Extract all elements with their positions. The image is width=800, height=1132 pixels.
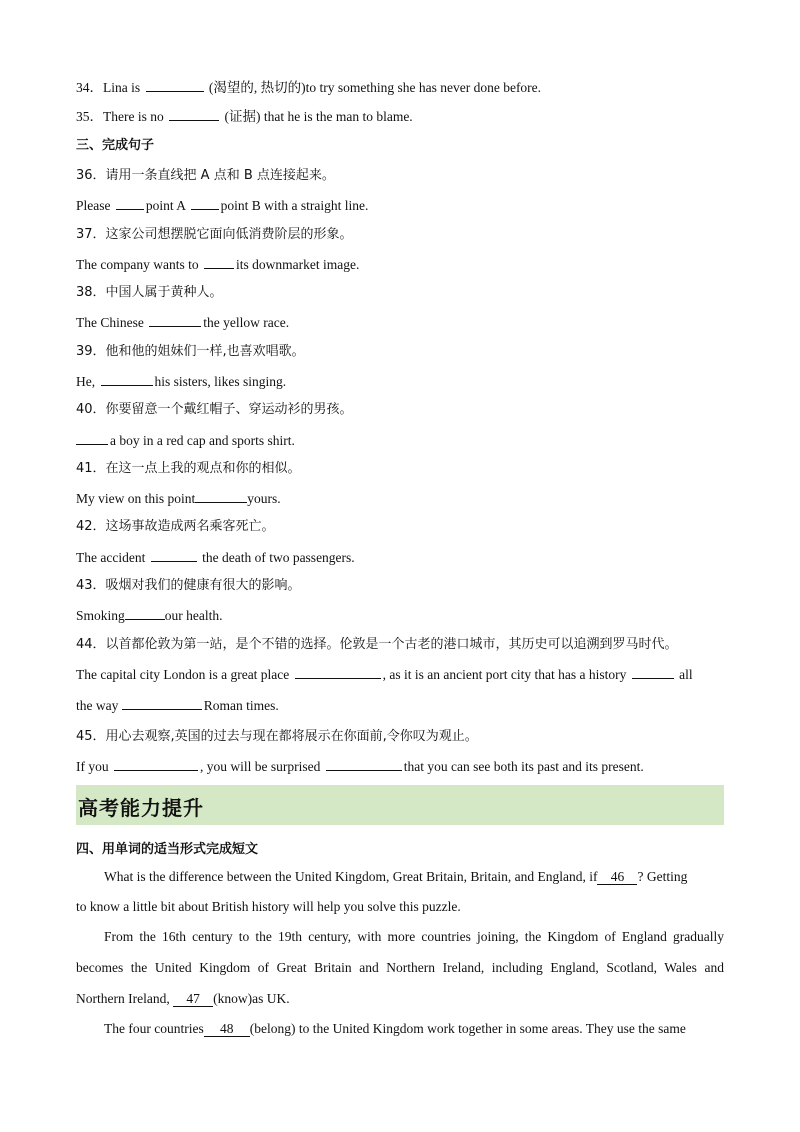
question-english: My view on this point yours. [76, 491, 281, 506]
answer-blank[interactable] [101, 372, 153, 386]
answer-blank[interactable] [632, 665, 674, 679]
answer-blank[interactable] [125, 606, 165, 620]
question-english: The capital city London is a great place , as it is an ancient port city that has a history all [76, 667, 693, 682]
question-chinese: 45．用心去观察,英国的过去与现在都将展示在你面前,令你叹为观止。 [76, 729, 478, 744]
question-chinese: 39．他和他的姐妹们一样,也喜欢唱歌。 [76, 344, 305, 359]
question-english: Smoking our health. [76, 608, 223, 623]
banner-title: 高考能力提升 [78, 796, 204, 820]
passage-line: Northern Ireland, 47 (know)as UK. [76, 991, 290, 1006]
exercise-text: (渴望的, 热切的)to try something she has never done before. [205, 80, 542, 95]
question-chinese: 40．你要留意一个戴红帽子、穿运动衫的男孩。 [76, 402, 353, 417]
answer-blank[interactable] [149, 313, 201, 327]
question-chinese: 42．这场事故造成两名乘客死亡。 [76, 519, 275, 534]
answer-blank-48[interactable]: 48 [204, 1021, 250, 1037]
question-chinese: 41．在这一点上我的观点和你的相似。 [76, 461, 301, 476]
answer-blank[interactable] [122, 696, 202, 710]
passage-line: From the 16th century to the 19th century, with more countries joining, the Kingdom of England gradually [104, 929, 724, 944]
question-chinese: 44．以首都伦敦为第一站，是个不错的选择。伦敦是一个古老的港口城市，其历史可以追溯到罗马时代。 [76, 637, 678, 652]
answer-blank[interactable] [146, 78, 204, 92]
exercise-text: 34．Lina is [76, 80, 144, 95]
passage-line: becomes the United Kingdom of Great Britain and Northern Ireland, including England, Scotland, Wales and [76, 960, 724, 975]
answer-blank[interactable] [76, 431, 108, 445]
answer-blank[interactable] [204, 255, 234, 269]
question-english: The Chinese the yellow race. [76, 315, 290, 330]
answer-blank[interactable] [116, 196, 144, 210]
exercise-text: 35．There is no [76, 109, 168, 124]
question-english: The accident the death of two passengers. [76, 550, 355, 565]
question-english: a boy in a red cap and sports shirt. [76, 431, 724, 450]
section-banner [76, 785, 724, 825]
passage-line: The four countries 48 (belong) to the United Kingdom work together in some areas. They use the same [104, 1021, 686, 1036]
question-english: Please point A point B with a straight line. [76, 198, 369, 213]
question-chinese: 36．请用一条直线把 A 点和 B 点连接起来。 [76, 168, 335, 183]
answer-blank[interactable] [191, 196, 219, 210]
question-english: If you , you will be surprised that you can see both its past and its present. [76, 759, 644, 774]
answer-blank-47[interactable]: 47 [173, 991, 213, 1007]
question-english: He, his sisters, likes singing. [76, 374, 287, 389]
answer-blank[interactable] [295, 665, 381, 679]
answer-blank[interactable] [326, 757, 402, 771]
answer-blank[interactable] [114, 757, 198, 771]
answer-blank-46[interactable]: 46 [597, 869, 637, 885]
question-chinese: 38．中国人属于黄种人。 [76, 285, 223, 300]
question-english: The company wants to its downmarket image. [76, 257, 360, 272]
question-english-continued: the way Roman times. [76, 698, 279, 713]
passage-line: What is the difference between the United Kingdom, Great Britain, Britain, and England, if 46 ? Getting [104, 869, 688, 884]
question-chinese: 37．这家公司想摆脱它面向低消费阶层的形象。 [76, 227, 353, 242]
question-chinese: 43．吸烟对我们的健康有很大的影响。 [76, 578, 301, 593]
passage-line: to know a little bit about British history will help you solve this puzzle. [76, 899, 461, 914]
exercise-text: (证据) that he is the man to blame. [221, 109, 413, 124]
answer-blank[interactable] [169, 107, 219, 121]
section-heading: 三、完成句子 [76, 138, 155, 153]
answer-blank[interactable] [151, 548, 197, 562]
exercise-34 [76, 78, 724, 97]
section-heading: 四、用单词的适当形式完成短文 [76, 842, 259, 857]
exercise-35 [76, 107, 724, 126]
answer-blank[interactable] [195, 489, 247, 503]
